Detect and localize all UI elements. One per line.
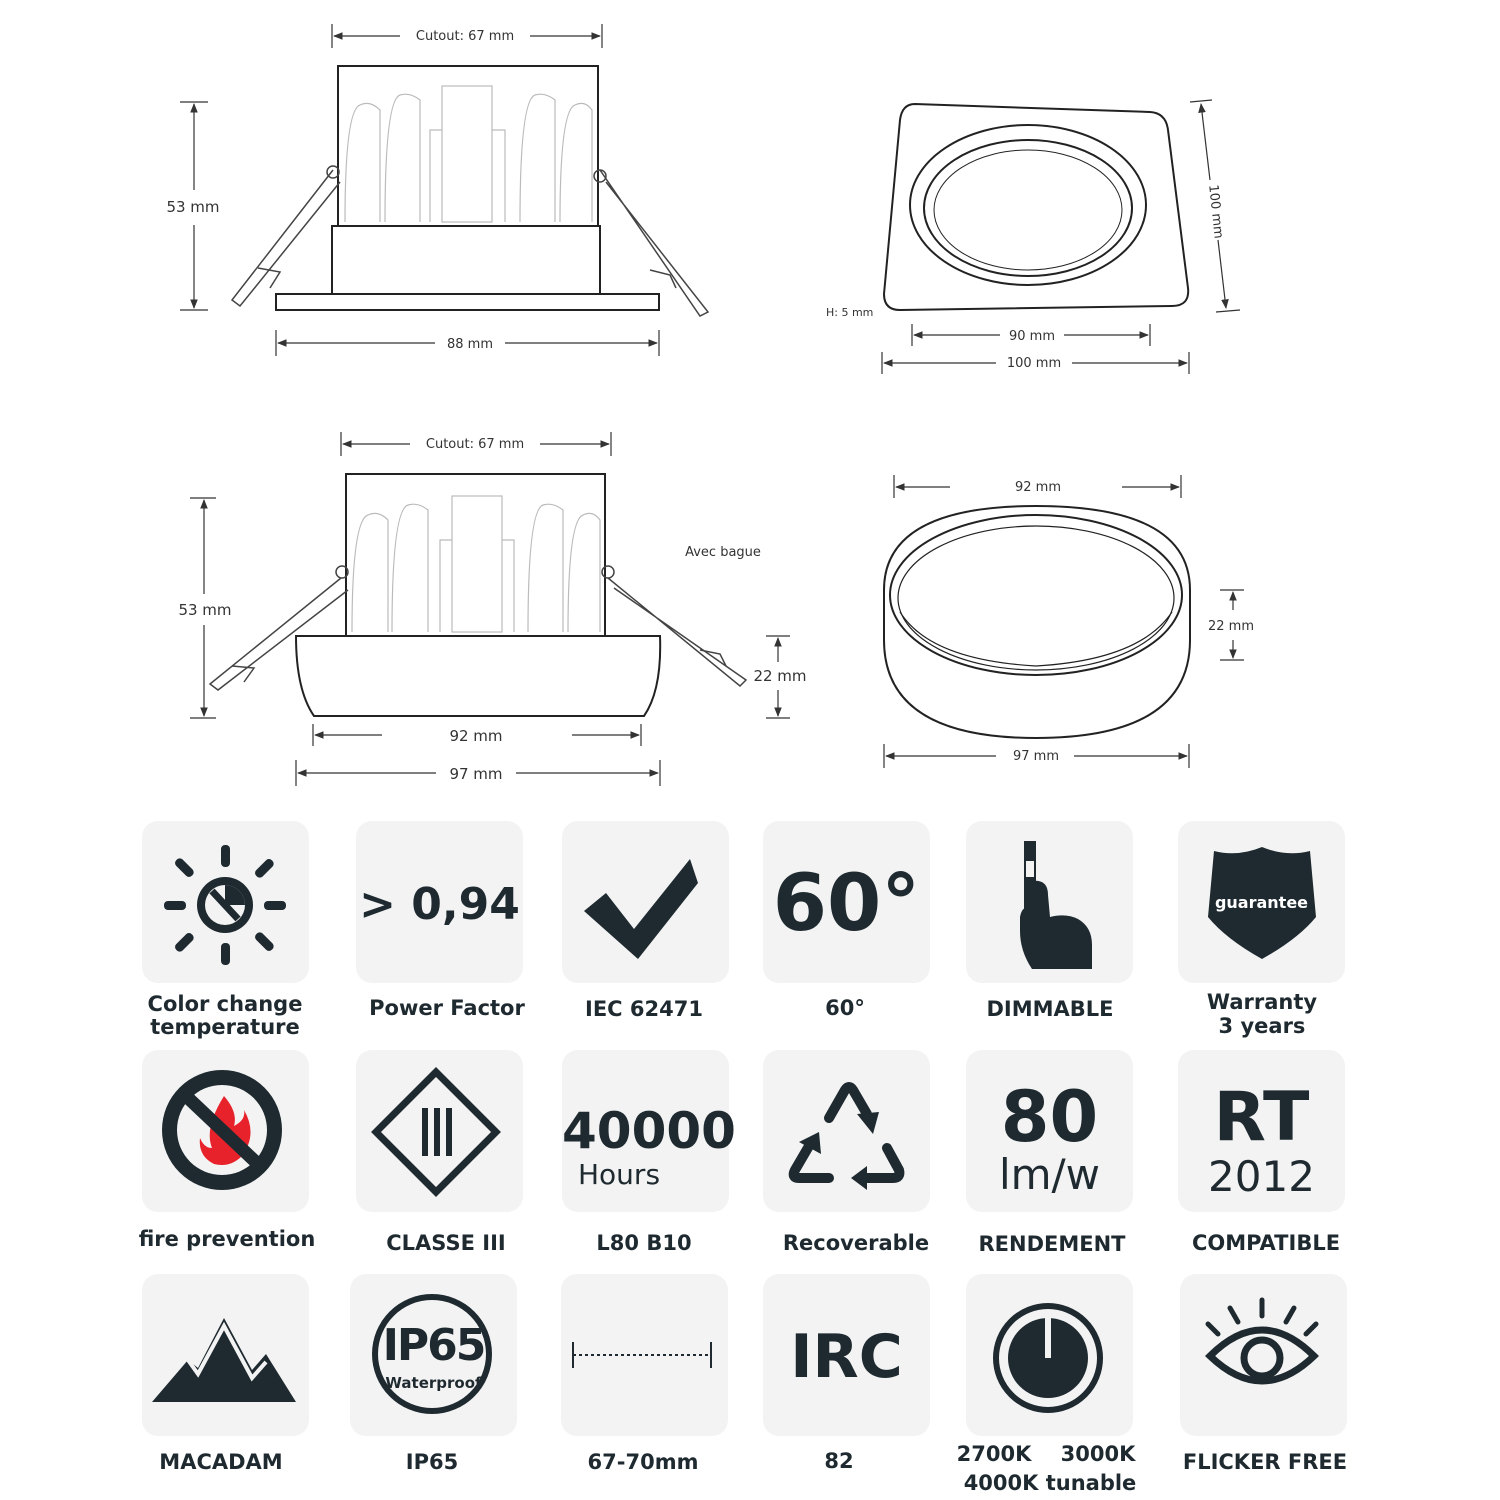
ring-view [884,506,1190,738]
feature-tile-recoverable [763,1050,930,1212]
caption-classe: CLASSE III [386,1231,506,1255]
feature-tile-hours [562,1050,736,1212]
irc-text: IRC [790,1322,903,1392]
feature-tile-warranty [1178,821,1345,983]
feature-tile-fire [142,1050,309,1212]
ring-inner-label: 92 mm [449,727,503,745]
ring-note: Avec bague [685,545,761,560]
caption-cutout: 67-70mm [587,1450,699,1474]
guarantee-text: guarantee [1214,893,1309,912]
caption-hours: L80 B10 [596,1231,692,1255]
square-trim-view [884,104,1188,310]
feature-tile-classe [356,1050,523,1212]
thickness-label: H: 5 mm [826,306,874,319]
caption-irc: 82 [824,1449,854,1473]
class-three-icon [356,1050,523,1212]
checkmark-icon [562,821,729,983]
power-dial-icon [966,1274,1133,1436]
rt-label: RT [1213,1078,1310,1157]
finger-slider-icon [966,821,1133,983]
recycle-icon [763,1050,930,1212]
feature-tile-angle [763,821,930,983]
caption-color-temp-2: temperature [150,1015,300,1039]
caption-power-factor: Power Factor [369,996,525,1020]
feature-tile-dimmable [966,821,1133,983]
ring-height-label: 22 mm [753,667,807,685]
eye-icon [1180,1274,1347,1436]
width-label: 88 mm [446,337,494,352]
ring-height-label-2: 22 mm [1207,619,1255,634]
caption-tunable-2: 4000K tunable [963,1471,1137,1495]
caption-flicker: FLICKER FREE [1182,1450,1348,1474]
caption-rendement: RENDEMENT [978,1232,1126,1256]
feature-tile-rt [1178,1050,1345,1212]
efficiency-number: 80 [1000,1076,1099,1158]
caption-fire: fire prevention [138,1227,316,1251]
caption-angle: 60° [825,996,865,1020]
feature-tile-ip65 [350,1274,517,1436]
caption-tunable-1: 2700K 3000K [956,1442,1136,1466]
caption-macadam: MACADAM [159,1450,283,1474]
ip65-text: IP65 [382,1320,485,1371]
ring-bottom-label: 97 mm [1012,749,1060,764]
downlight-with-ring-view [210,474,746,716]
caption-color-temp-1: Color change [147,992,303,1016]
caption-iec: IEC 62471 [585,997,703,1021]
power-factor-text: > 0,94 [359,879,520,930]
hours-number: 40000 [562,1102,736,1160]
rt-year: 2012 [1208,1152,1315,1201]
feature-tile-power-factor [356,821,523,983]
outer-width-label: 100 mm [1006,356,1062,371]
feature-tile-rendement [966,1050,1133,1212]
angle-text: 60° [772,859,921,949]
height-label: 53 mm [166,198,220,216]
feature-tile-irc [763,1274,930,1436]
caption-recoverable: Recoverable [782,1231,930,1255]
ruler-icon [561,1274,728,1436]
ring-top-label: 92 mm [1014,480,1062,495]
feature-tile-macadam [142,1274,309,1436]
efficiency-unit: lm/w [998,1150,1101,1199]
height-label-2: 53 mm [178,601,232,619]
feature-tile-flicker [1180,1274,1347,1436]
cutout-label-2: Cutout: 67 mm [425,437,525,452]
feature-tile-cutout [561,1274,728,1436]
downlight-side-view [232,66,708,316]
ring-outer-label: 97 mm [449,765,503,783]
feature-tile-iec [562,821,729,983]
no-fire-icon [142,1050,309,1212]
caption-warranty-2: 3 years [1218,1014,1306,1038]
mountain-icon [142,1274,309,1436]
sun-icon [142,821,309,983]
inner-width-label: 90 mm [1008,329,1056,344]
hours-unit: Hours [578,1158,661,1191]
cutout-label: Cutout: 67 mm [415,29,515,44]
caption-ip65: IP65 [405,1450,459,1474]
caption-dimmable: DIMMABLE [986,997,1114,1021]
side-label: 100 mm [1205,183,1226,240]
feature-tile-color-temp [142,821,309,983]
caption-warranty-1: Warranty [1206,990,1318,1014]
caption-rt: COMPATIBLE [1191,1231,1341,1255]
feature-tile-tunable [966,1274,1133,1436]
waterproof-text: Waterproof [385,1374,482,1392]
